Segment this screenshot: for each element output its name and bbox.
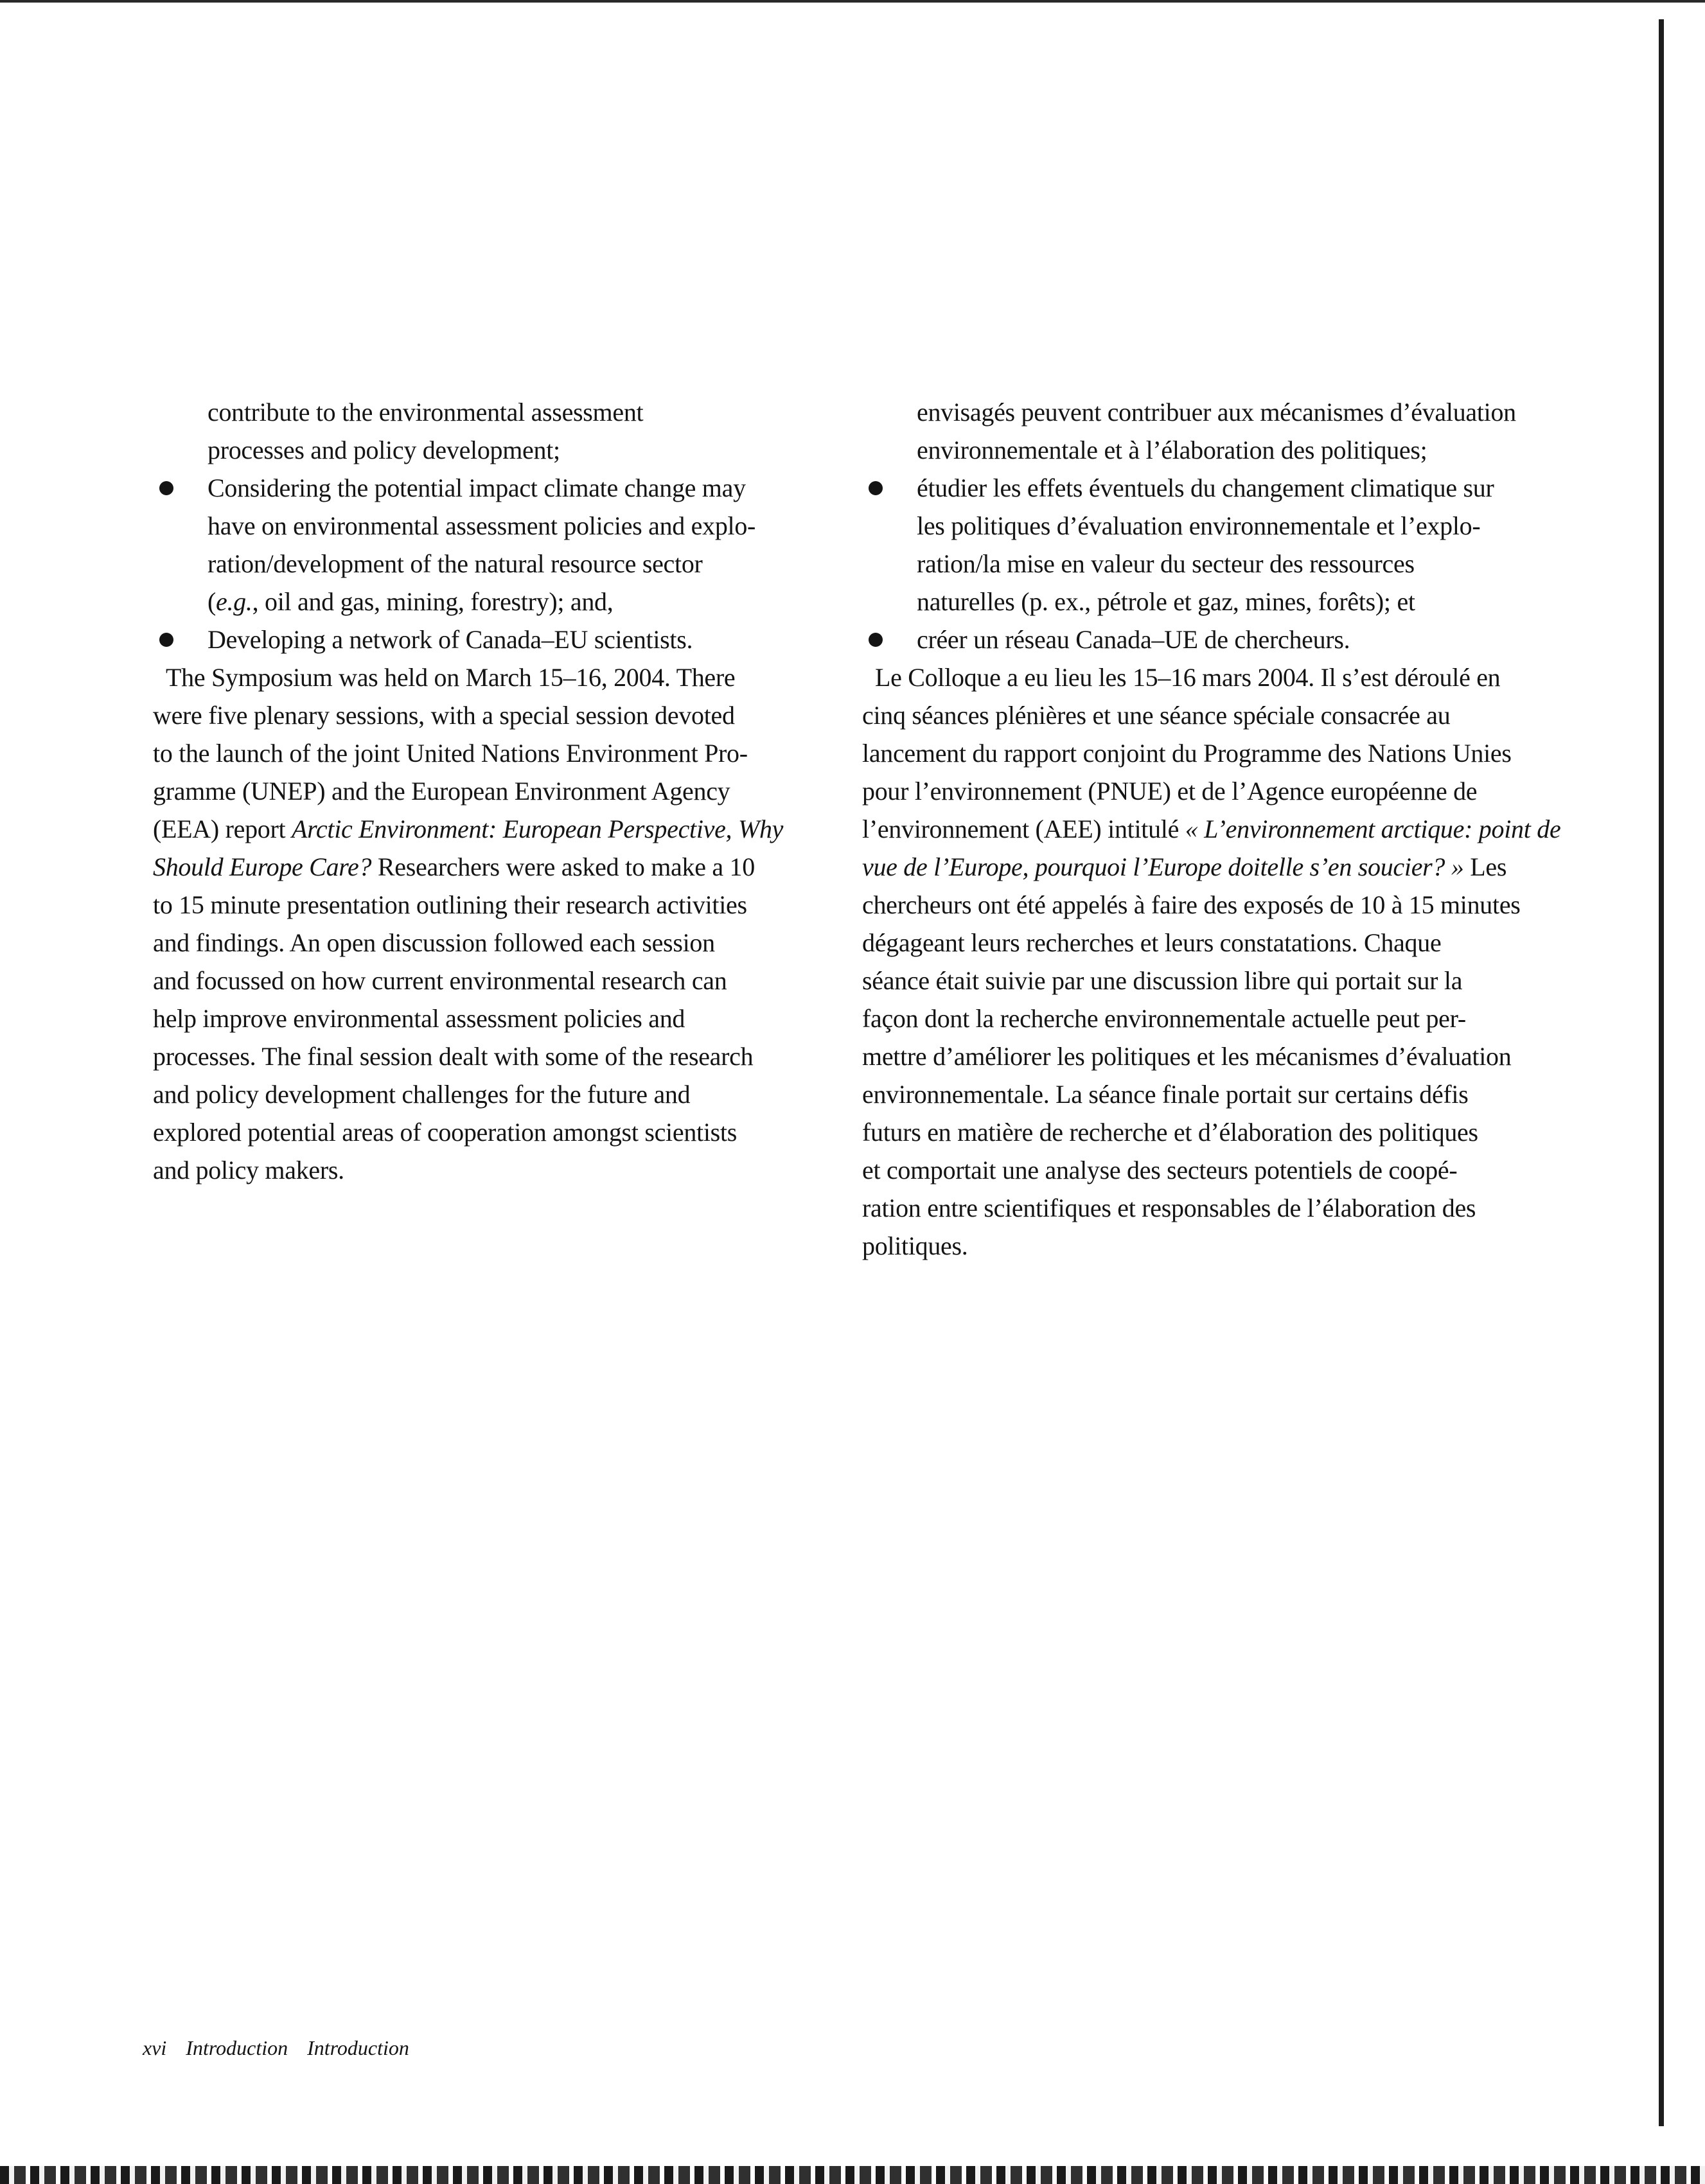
footer-section-english: Introduction	[186, 2036, 288, 2059]
bullet-line: Developing a network of Canada–EU scientists.	[208, 625, 693, 654]
report-title: Should Europe Care?	[153, 852, 372, 881]
paragraph-line: l’environnement (AEE) intitulé « L’environnement arctique: point de	[862, 815, 1561, 843]
paragraph-line: politiques.	[862, 1231, 968, 1260]
paragraph-line: help improve environmental assessment policies and	[153, 1004, 685, 1033]
bullet-icon	[159, 633, 173, 647]
symposium-paragraph	[153, 658, 815, 1189]
paragraph-line: The Symposium was held on March 15–16, 2004. There	[166, 663, 736, 692]
list-lead-line: contribute to the environmental assessment	[208, 398, 644, 427]
paragraph-line: futurs en matière de recherche et d’élaboration des politiques	[862, 1118, 1478, 1147]
paragraph-line: et comportait une analyse des secteurs potentiels de coopé-	[862, 1156, 1458, 1184]
paragraph-line: and policy development challenges for the future and	[153, 1080, 691, 1109]
scan-edge-bottom	[0, 2166, 1705, 2184]
english-column	[153, 393, 815, 1189]
paragraph-line: dégageant leurs recherches et leurs constatations. Chaque	[862, 928, 1442, 957]
paragraph-line: Le Colloque a eu lieu les 15–16 mars 2004. Il s’est déroulé en	[875, 663, 1501, 692]
bullet-line: créer un réseau Canada–UE de chercheurs.	[917, 625, 1350, 654]
paragraph-line: ration entre scientifiques et responsables de l’élaboration des	[862, 1193, 1476, 1222]
report-title: vue de l’Europe, pourquoi l’Europe doitelle s’en soucier? »	[862, 852, 1464, 881]
page-number: xvi	[143, 2036, 167, 2059]
paragraph-line: lancement du rapport conjoint du Programme des Nations Unies	[862, 739, 1512, 768]
paragraph-line: pour l’environnement (PNUE) et de l’Agence européenne de	[862, 777, 1478, 806]
paragraph-line: were five plenary sessions, with a special session devoted	[153, 701, 735, 730]
paragraph-line: façon dont la recherche environnementale actuelle peut per-	[862, 1004, 1466, 1033]
french-column	[862, 393, 1588, 1265]
paragraph-line: and policy makers.	[153, 1156, 344, 1184]
bullet-line: étudier les effets éventuels du changement climatique sur	[917, 473, 1494, 502]
bullet-icon	[869, 633, 883, 647]
colloque-paragraph	[862, 658, 1588, 1265]
page-footer	[143, 2036, 423, 2060]
report-title: « L’environnement arctique: point de	[1185, 815, 1561, 843]
paragraph-line: gramme (UNEP) and the European Environment Agency	[153, 777, 730, 806]
bullet-line: (e.g., oil and gas, mining, forestry); and,	[208, 587, 614, 616]
paragraph-line: explored potential areas of cooperation amongst scientists	[153, 1118, 737, 1147]
paragraph-line: (EEA) report Arctic Environment: European Perspective, Why	[153, 815, 784, 843]
paragraph-line: to 15 minute presentation outlining their research activities	[153, 890, 747, 919]
bullet-item-network	[862, 621, 1588, 658]
bullet-line: Considering the potential impact climate change may	[208, 473, 746, 502]
bullet-item-climate-impact	[862, 469, 1588, 621]
paragraph-line: and findings. An open discussion followed each session	[153, 928, 715, 957]
paragraph-line: and focussed on how current environmental research can	[153, 966, 727, 995]
bullet-icon	[159, 481, 173, 495]
paragraph-line: cinq séances plénières et une séance spéciale consacrée au	[862, 701, 1451, 730]
bullet-line: have on environmental assessment policies and explo-	[208, 511, 756, 540]
italic-abbreviation: e.g.	[216, 587, 252, 616]
footer-section-french: Introduction	[307, 2036, 409, 2059]
bullet-icon	[869, 481, 883, 495]
paragraph-line: séance était suivie par une discussion libre qui portait sur la	[862, 966, 1463, 995]
paragraph-line: vue de l’Europe, pourquoi l’Europe doitelle s’en soucier? » Les	[862, 852, 1507, 881]
paragraph-line: environnementale. La séance finale portait sur certains défis	[862, 1080, 1469, 1109]
bullet-line: les politiques d’évaluation environnementale et l’explo-	[917, 511, 1481, 540]
report-title: Arctic Environment: European Perspective, Why	[292, 815, 784, 843]
paragraph-line: processes. The final session dealt with some of the research	[153, 1042, 754, 1071]
scan-edge-right	[1659, 19, 1664, 2126]
paragraph-line: chercheurs ont été appelés à faire des exposés de 10 à 15 minutes	[862, 890, 1521, 919]
scan-edge-top	[0, 0, 1705, 3]
list-lead-line: environnementale et à l’élaboration des politiques;	[917, 436, 1427, 464]
list-lead-line: processes and policy development;	[208, 436, 560, 464]
paragraph-line: Should Europe Care? Researchers were asked to make a 10	[153, 852, 755, 881]
paragraph-line: mettre d’améliorer les politiques et les mécanismes d’évaluation	[862, 1042, 1512, 1071]
bullet-line: ration/development of the natural resource sector	[208, 549, 703, 578]
bullet-item-network	[153, 621, 815, 658]
bullet-item-climate-impact	[153, 469, 815, 621]
list-lead-line: envisagés peuvent contribuer aux mécanismes d’évaluation	[917, 398, 1516, 427]
bullet-line: ration/la mise en valeur du secteur des ressources	[917, 549, 1415, 578]
paragraph-line: to the launch of the joint United Nations Environment Pro-	[153, 739, 748, 768]
bullet-line: naturelles (p. ex., pétrole et gaz, mines, forêts); et	[917, 587, 1415, 616]
